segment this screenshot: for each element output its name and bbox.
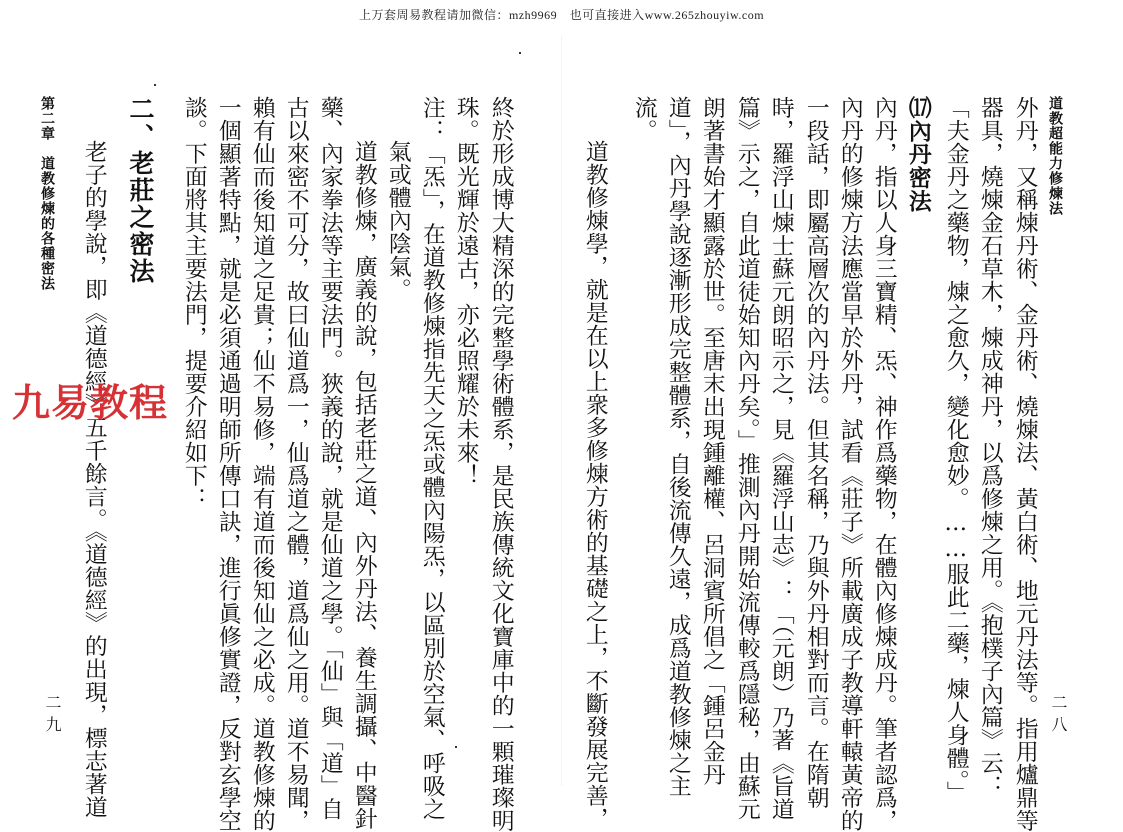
page-number-right: 二八	[1049, 694, 1068, 738]
running-header: 道教超能力修煉法	[1047, 96, 1063, 216]
text-column: 篇》示之，自此道徒始知內丹矣。」推測內丹開始流傳較爲隱秘，由蘇元	[733, 96, 760, 821]
chapter-running-header: 第二章 道教修煉的各種密法	[39, 96, 55, 291]
section-heading: 二、老莊之密法	[126, 96, 155, 285]
scan-speck	[519, 52, 521, 54]
text-column: 氣或體內陰氣。	[384, 140, 411, 301]
top-banner: 上万套周易教程请加微信：mzh9969 也可直接进入www.265zhouyiw.com	[358, 8, 765, 22]
page-gutter	[561, 36, 562, 786]
page-number-left: 二九	[43, 694, 62, 738]
watermark-logo: 九易教程	[12, 381, 169, 425]
scan-speck	[455, 746, 457, 748]
subheading: ⒄內丹密法	[904, 96, 931, 213]
text-column: 內丹，指以人身三寶精、炁、神作爲藥物，在體內修煉成丹。筆者認爲，	[870, 96, 897, 832]
text-column: 流。	[630, 96, 657, 142]
text-column: 內丹的修煉方法應當早於外丹，試看《莊子》所載廣成子教導軒轅黃帝的	[836, 96, 863, 832]
text-column: 「夫金丹之藥物，煉之愈久，變化愈妙。……服此二藥，煉人身體。」	[942, 96, 969, 804]
text-column: 珠。既光輝於遠古，亦必照耀於未來！	[452, 96, 479, 487]
text-column: 道教修煉學，就是在以上衆多修煉方術的基礎之上，不斷發展完善，	[581, 140, 608, 830]
text-column: 終於形成博大精深的完整學術體系，是民族傳統文化寶庫中的一顆璀璨明	[487, 96, 514, 832]
text-column: 朗著書始才顯露於世。至唐末出現鍾離權、呂洞賓所倡之「鍾呂金丹	[698, 96, 725, 786]
text-column: 道教修煉，廣義的說，包括老莊之道、內外丹法、養生調攝、中醫針	[350, 140, 377, 830]
text-column: 器具，燒煉金石草木，煉成神丹，以爲修煉之用。《抱樸子內篇》云：	[976, 96, 1003, 798]
text-column: 老子的學說，即《道德經》五千餘言。《道德經》的出現，標志著道	[80, 140, 107, 819]
text-column: 一個顯著特點，就是必須通過明師所傳口訣，進行眞修實證，反對玄學空	[214, 96, 241, 832]
text-column: 注：「炁」，在道教修煉指先天之炁或體內陽炁，以區別於空氣、呼吸之	[418, 96, 445, 821]
scan-speck	[154, 84, 156, 86]
text-column: 道」，內丹學說逐漸形成完整體系，自後流傳久遠，成爲道教修煉之主	[664, 96, 691, 798]
text-column: 藥、內家拳法等主要法門。狹義的說，就是仙道之學。「仙」與「道」自	[316, 96, 343, 821]
text-column: 一段話，即屬高層次的內丹法。但其名稱，乃與外丹相對而言。在隋朝	[802, 96, 829, 809]
text-column: 時，羅浮山煉士蘇元朗昭示之，見《羅浮山志》：「（元朗）乃著《旨道	[767, 96, 794, 821]
text-column: 外丹，又稱煉丹術、金丹術、燒煉法、黃白術、地元丹法等。指用爐鼎等	[1011, 96, 1038, 832]
text-column: 古以來密不可分，故曰仙道爲一，仙爲道之體，道爲仙之用。道不易聞，	[282, 96, 309, 832]
text-column: 賴有仙而後知道之足貴；仙不易修，端有道而後知仙之必成。道教修煉的	[248, 96, 275, 832]
text-column: 談。下面將其主要法門，提要介紹如下：	[180, 96, 207, 510]
